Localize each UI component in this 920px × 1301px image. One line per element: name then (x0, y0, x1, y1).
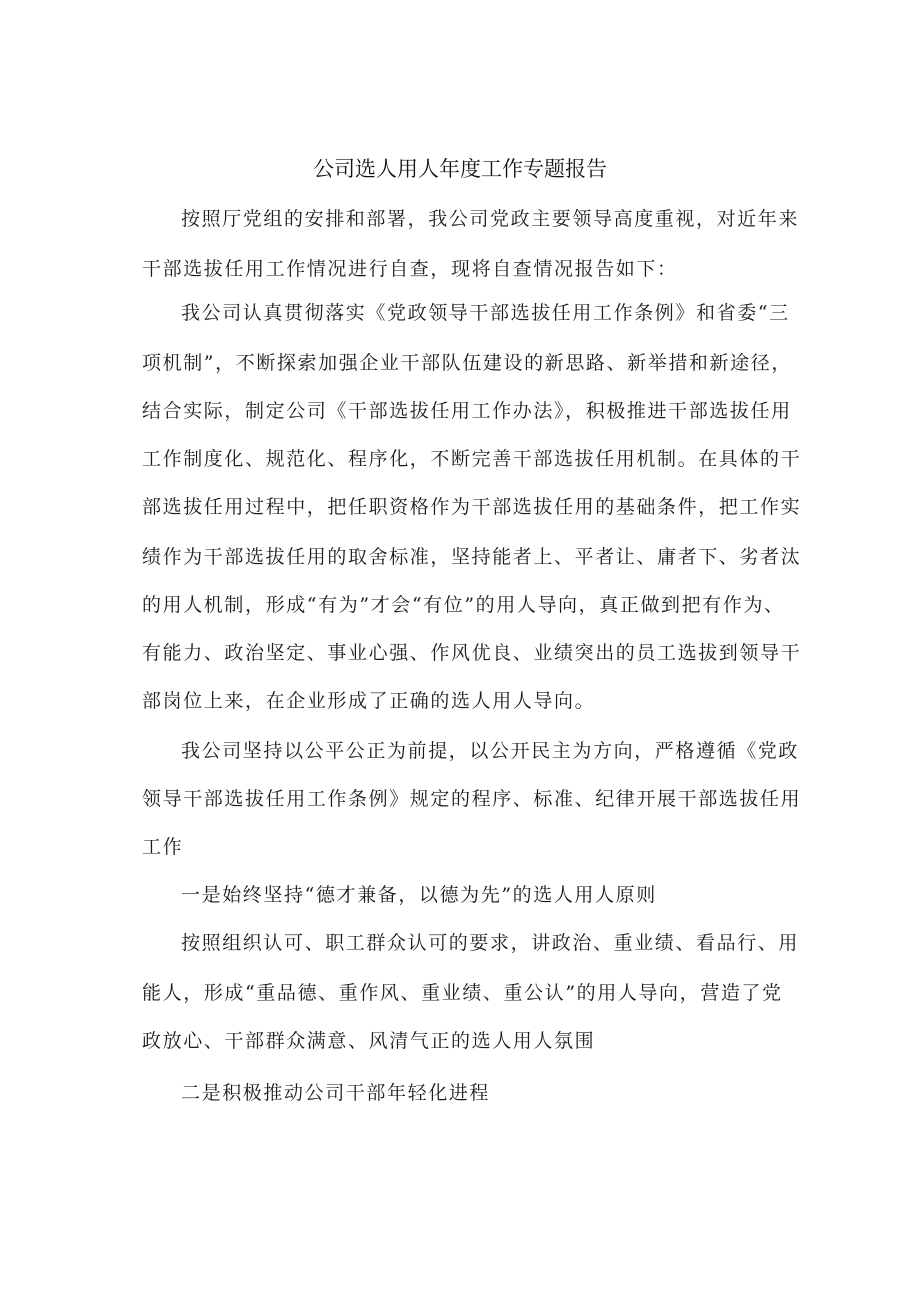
para2-line2: 项机制”，不断探索加强企业干部队伍建设的新思路、新举措和新途径， (142, 352, 792, 374)
para2-line5: 部选拔任用过程中，把任职资格作为干部选拔任用的基础条件，把工作实 (142, 496, 802, 518)
para2-line1: 我公司认真贯彻落实《党政领导干部选拔任用工作条例》和省委“三 (181, 302, 790, 324)
para4-line1: 按照组织认可、职工群众认可的要求，讲政治、重业绩、看品行、用 (181, 932, 800, 954)
para2-line4: 工作制度化、规范化、程序化，不断完善干部选拔任用机制。在具体的干 (142, 448, 802, 470)
document-title: 公司选人用人年度工作专题报告 (313, 157, 607, 181)
para3-line2: 领导干部选拔任用工作条例》规定的程序、标准、纪律开展干部选拔任用 (142, 788, 802, 810)
para4-line3: 政放心、干部群众满意、风清气正的选人用人氛围 (142, 1030, 596, 1052)
para2-line7: 的用人机制，形成“有为”才会“有位”的用人导向，真正做到把有作为、 (142, 594, 785, 616)
para4-line2: 能人，形成“重品德、重作风、重业绩、重公认”的用人导向，营造了党 (142, 982, 783, 1004)
para2-line6: 绩作为干部选拔任用的取舍标准，坚持能者上、平者让、庸者下、劣者汰 (142, 546, 802, 568)
para2-line9: 部岗位上来，在企业形成了正确的选人用人导向。 (142, 690, 596, 712)
para2-line3: 结合实际，制定公司《干部选拔任用工作办法》，积极推进干部选拔任用 (142, 400, 792, 422)
heading-one: 一是始终坚持“德才兼备，以德为先”的选人用人原则 (181, 884, 657, 906)
para3-line3: 工作 (142, 836, 184, 858)
heading-two: 二是积极推动公司干部年轻化进程 (181, 1082, 491, 1104)
para3-line1: 我公司坚持以公平公正为前提，以公开民主为方向，严格遵循《党政 (181, 740, 800, 762)
para2-line8: 有能力、政治坚定、事业心强、作风优良、业绩突出的员工选拔到领导干 (142, 642, 802, 664)
para1-line1: 按照厅党组的安排和部署，我公司党政主要领导高度重视，对近年来 (181, 208, 800, 230)
para1-line2: 干部选拔任用工作情况进行自查，现将自查情况报告如下： (142, 258, 678, 280)
